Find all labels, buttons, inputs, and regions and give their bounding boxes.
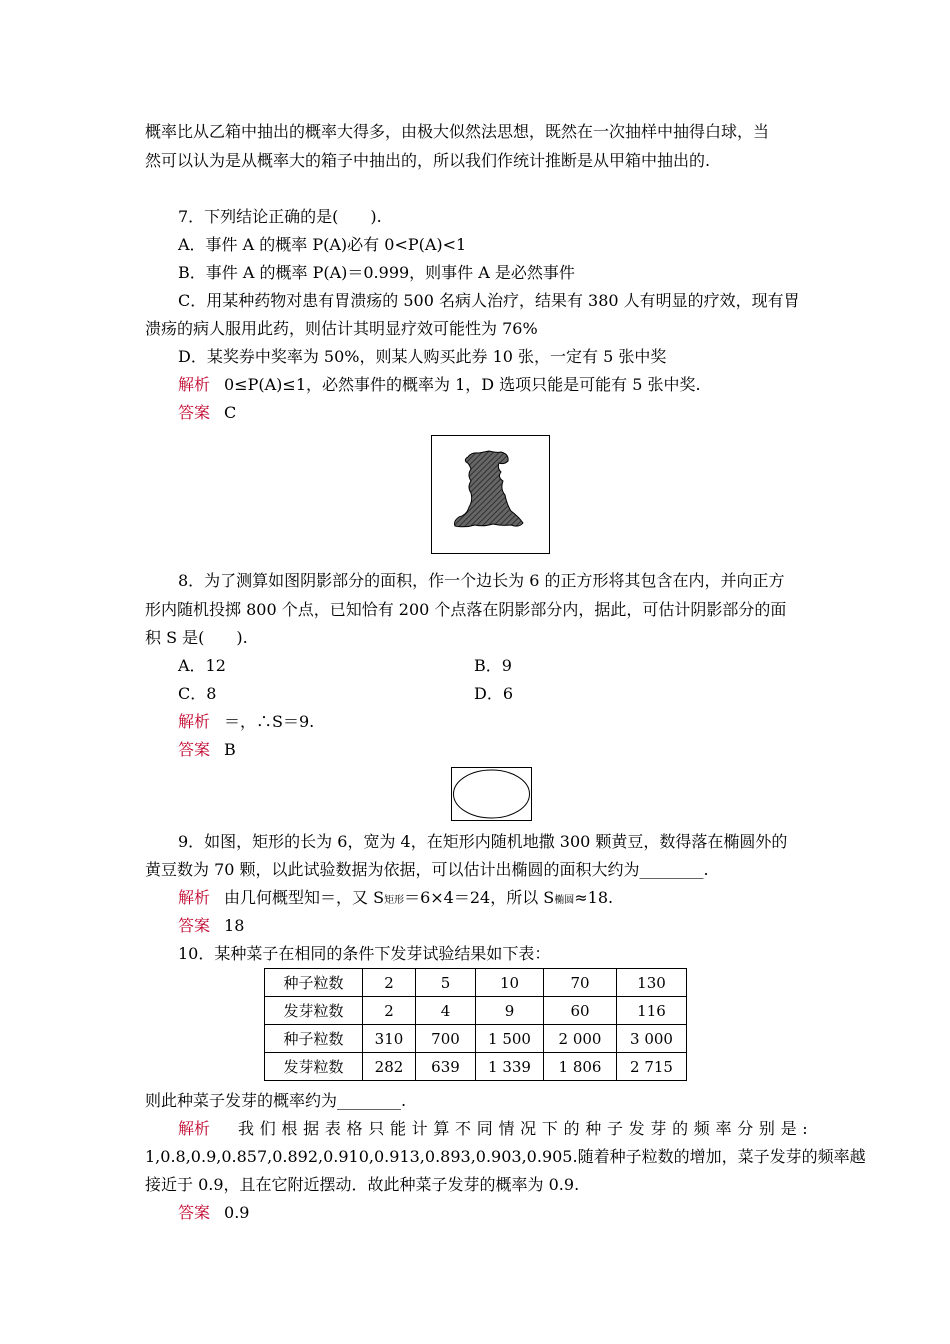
intro-line-1: 概率比从乙箱中抽出的概率大得多，由极大似然法思想，既然在一次抽样中抽得白球，当 bbox=[145, 122, 770, 141]
table-cell: 639 bbox=[416, 1053, 476, 1081]
q8-stem-line1: 8．为了测算如图阴影部分的面积，作一个边长为 6 的正方形将其包含在内，并向正方 bbox=[178, 571, 785, 590]
analysis-char: 表 bbox=[324, 1119, 341, 1138]
table-cell: 700 bbox=[416, 1025, 476, 1053]
analysis-char: 种 bbox=[585, 1119, 602, 1138]
answer-value: B bbox=[224, 740, 236, 759]
analysis-label: 解析 bbox=[178, 888, 211, 907]
table-cell: 60 bbox=[544, 997, 617, 1025]
analysis-char: 据 bbox=[303, 1119, 320, 1138]
subscript-rectangle: 矩形 bbox=[384, 895, 405, 906]
answer-value: C bbox=[224, 403, 237, 422]
analysis-text-2: ＝6×4＝24，所以 S bbox=[404, 888, 555, 907]
subscript-ellipse: 椭圆 bbox=[554, 895, 575, 906]
analysis-char: 情 bbox=[498, 1119, 515, 1138]
analysis-char: 芽 bbox=[650, 1119, 667, 1138]
table-cell: 1 500 bbox=[476, 1025, 544, 1053]
q10-analysis-line2 bbox=[145, 1146, 866, 1168]
table-cell: 310 bbox=[363, 1025, 416, 1053]
q8-stem-line3: 积 S 是( ). bbox=[145, 628, 248, 647]
analysis-char: 的 bbox=[563, 1119, 580, 1138]
table-cell: 1 806 bbox=[544, 1053, 617, 1081]
q8-answer bbox=[178, 739, 236, 761]
analysis-char: 下 bbox=[541, 1119, 558, 1138]
table-row-header: 种子粒数 bbox=[265, 969, 363, 997]
analysis-label: 解析 bbox=[178, 375, 211, 394]
analysis-char: 率 bbox=[715, 1119, 732, 1138]
table-row-header: 种子粒数 bbox=[265, 1025, 363, 1053]
analysis-char: 算 bbox=[433, 1119, 450, 1138]
analysis-char: 格 bbox=[346, 1119, 363, 1138]
answer-label: 答案 bbox=[178, 403, 211, 422]
table-cell: 5 bbox=[416, 969, 476, 997]
table-cell: 3 000 bbox=[617, 1025, 687, 1053]
germination-table bbox=[264, 968, 687, 1081]
q8-stem-line2: 形内随机投掷 800 个点，已知恰有 200 个点落在阴影部分内，据此，可估计阴影部分的面 bbox=[145, 600, 787, 619]
analysis-char: 频 bbox=[693, 1119, 710, 1138]
analysis-char: 别 bbox=[758, 1119, 775, 1138]
q8-analysis bbox=[178, 711, 314, 733]
q7-option-d: D．某奖券中奖率为 50%，则某人购买此券 10 张，一定有 5 张中奖 bbox=[178, 347, 667, 366]
analysis-char: 发 bbox=[628, 1119, 645, 1138]
analysis-text-1: 由几何概型知＝，又 S bbox=[224, 888, 385, 907]
table-row bbox=[265, 1053, 687, 1081]
analysis-text-spaced bbox=[238, 1118, 808, 1140]
table-cell: 10 bbox=[476, 969, 544, 997]
q7-stem: 7．下列结论正确的是( ). bbox=[178, 207, 382, 226]
analysis-char: 们 bbox=[259, 1119, 276, 1138]
q8-option-b: B．9 bbox=[474, 656, 512, 675]
rectangle bbox=[452, 768, 532, 821]
table-row bbox=[265, 1025, 687, 1053]
table-cell: 282 bbox=[363, 1053, 416, 1081]
table-cell: 116 bbox=[617, 997, 687, 1025]
q7-option-b: B．事件 A 的概率 P(A)＝0.999，则事件 A 是必然事件 bbox=[178, 263, 575, 282]
analysis-char: 分 bbox=[737, 1119, 754, 1138]
analysis-char: 况 bbox=[520, 1119, 537, 1138]
q7-analysis bbox=[178, 374, 701, 396]
answer-value: 0.9 bbox=[224, 1203, 250, 1222]
analysis-char: 不 bbox=[455, 1119, 472, 1138]
q8-option-d: D．6 bbox=[474, 684, 514, 703]
table-cell: 2 bbox=[363, 997, 416, 1025]
table-cell: 9 bbox=[476, 997, 544, 1025]
analysis-label: 解析 bbox=[178, 1119, 211, 1138]
q9-stem-line2: 黄豆数为 70 颗，以此试验数据为依据，可以估计出椭圆的面积大约为________. bbox=[145, 860, 709, 879]
table-cell: 2 bbox=[363, 969, 416, 997]
table-row-header: 发芽粒数 bbox=[265, 997, 363, 1025]
analysis-text: 1,0.8,0.9,0.857,0.892,0.910,0.913,0.893,0.903,0.905.随着种子粒数的增加，菜子发芽的频率越 bbox=[145, 1147, 866, 1166]
shaded-region-figure bbox=[431, 435, 551, 555]
q10-answer bbox=[178, 1202, 249, 1224]
table-cell: 2 000 bbox=[544, 1025, 617, 1053]
analysis-char: 是 bbox=[780, 1119, 797, 1138]
q10-question: 则此种菜子发芽的概率约为________. bbox=[145, 1091, 407, 1110]
q8-option-c: C．8 bbox=[178, 684, 217, 703]
q9-analysis bbox=[178, 887, 613, 912]
table-cell: 70 bbox=[544, 969, 617, 997]
analysis-char: 的 bbox=[672, 1119, 689, 1138]
ellipse-rectangle-figure bbox=[451, 767, 533, 822]
table-cell: 1 339 bbox=[476, 1053, 544, 1081]
analysis-char: 只 bbox=[368, 1119, 385, 1138]
q10-analysis-line3: 接近于 0.9，且在它附近摆动．故此种菜子发芽的概率为 0.9. bbox=[145, 1175, 580, 1194]
table-row bbox=[265, 969, 687, 997]
answer-value: 18 bbox=[224, 916, 245, 935]
answer-label: 答案 bbox=[178, 916, 211, 935]
analysis-char: 子 bbox=[606, 1119, 623, 1138]
analysis-text: ＝，∴S＝9. bbox=[224, 712, 315, 731]
intro-line-2: 然可以认为是从概率大的箱子中抽出的，所以我们作统计推断是从甲箱中抽出的. bbox=[145, 151, 711, 170]
analysis-text-3: ≈18. bbox=[574, 888, 614, 907]
table-cell: 2 715 bbox=[617, 1053, 687, 1081]
analysis-char: 根 bbox=[281, 1119, 298, 1138]
table-cell: 130 bbox=[617, 969, 687, 997]
analysis-char: : bbox=[802, 1119, 808, 1138]
analysis-char: 能 bbox=[389, 1119, 406, 1138]
q8-option-a: A．12 bbox=[178, 656, 226, 675]
answer-label: 答案 bbox=[178, 1203, 211, 1222]
analysis-char: 计 bbox=[411, 1119, 428, 1138]
table-cell: 4 bbox=[416, 997, 476, 1025]
table-row-header: 发芽粒数 bbox=[265, 1053, 363, 1081]
q7-option-c-line1: C．用某种药物对患有胃溃疡的 500 名病人治疗，结果有 380 人有明显的疗效，现有胃 bbox=[178, 291, 800, 310]
answer-label: 答案 bbox=[178, 740, 211, 759]
analysis-text: 0≤P(A)≤1，必然事件的概率为 1，D 选项只能是可能有 5 张中奖. bbox=[224, 375, 701, 394]
q9-stem-line1: 9．如图，矩形的长为 6，宽为 4，在矩形内随机地撒 300 颗黄豆，数得落在椭圆外的 bbox=[178, 832, 788, 851]
q7-answer bbox=[178, 402, 236, 424]
analysis-char: 我 bbox=[238, 1119, 255, 1138]
q10-stem: 10．某种菜子在相同的条件下发芽试验结果如下表： bbox=[178, 944, 551, 963]
analysis-label: 解析 bbox=[178, 712, 211, 731]
analysis-char: 同 bbox=[476, 1119, 493, 1138]
q10-analysis-line1 bbox=[178, 1118, 808, 1140]
q7-option-c-line2: 溃疡的病人服用此药，则估计其明显疗效可能性为 76% bbox=[145, 319, 538, 338]
q7-option-a: A．事件 A 的概率 P(A)必有 0<P(A)<1 bbox=[178, 235, 467, 254]
table-row bbox=[265, 997, 687, 1025]
q9-answer bbox=[178, 915, 244, 937]
